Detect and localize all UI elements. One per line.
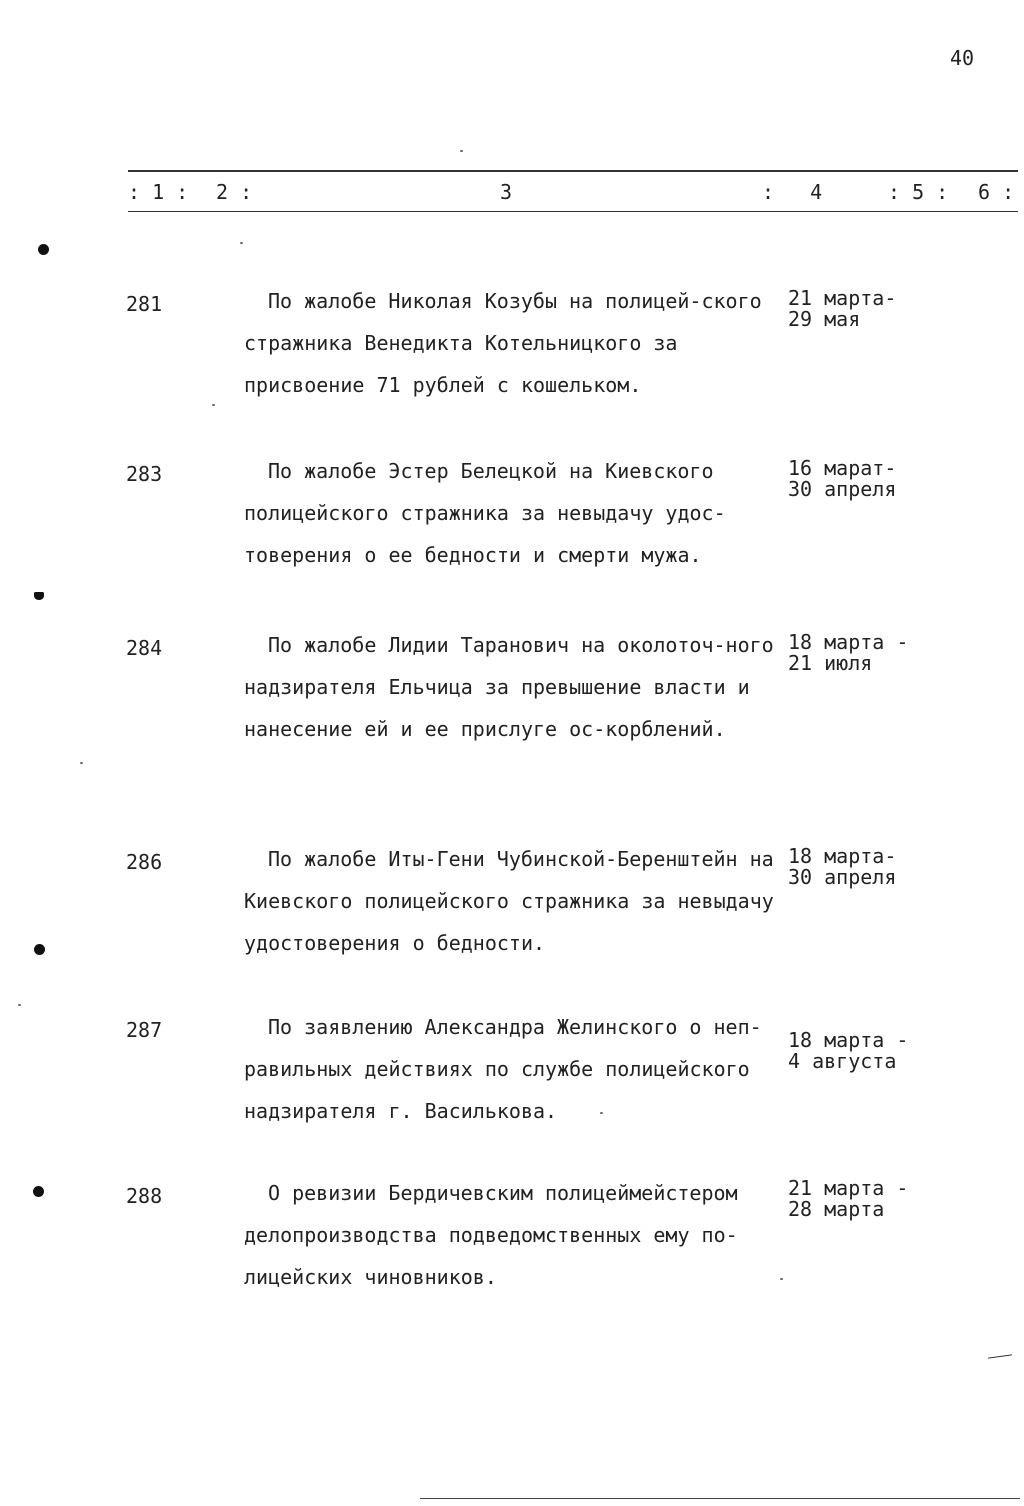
entry-description: По заявлению Александра Желинского о неп-равильных действиях по службе полицейского надзирателя г. Василькова.: [244, 1015, 762, 1123]
entry-number: 284: [126, 636, 163, 660]
scan-speck: [600, 1112, 603, 1114]
page-number: 40: [950, 46, 975, 70]
entry-date-start: 21 марта-: [788, 286, 897, 310]
entry-description: По жалобе Эстер Белецкой на Киевского полицейского стражника за невыдачу удос-товерения о ее бедности и смерти мужа.: [244, 459, 726, 567]
entry-dates: [788, 1178, 908, 1220]
entry-number: 287: [126, 1018, 163, 1042]
entry-date-end: 28 марта: [788, 1197, 885, 1221]
scan-speck: [460, 150, 463, 152]
entry-dates: [788, 288, 896, 330]
entry-date-end: 4 августа: [788, 1049, 897, 1073]
table-header-top-rule: [128, 170, 1018, 172]
entry-dates: [788, 846, 896, 888]
entry-date-start: 18 марта -: [788, 1028, 909, 1052]
entry-number: 281: [126, 292, 163, 316]
binder-hole-mark: [38, 244, 49, 255]
entry-date-end: 21 июля: [788, 651, 873, 675]
scan-speck: [212, 404, 215, 406]
column-header-4: : 4: [762, 180, 823, 204]
column-header-6: 6 :: [978, 180, 1015, 204]
entry-number: 283: [126, 462, 163, 486]
binder-hole-mark: [33, 1186, 44, 1197]
column-header-3: 3: [500, 180, 513, 204]
scan-speck: [240, 242, 243, 244]
scan-speck: [80, 762, 83, 764]
entry-description: О ревизии Бердичевским полицеймейстером делопроизводства подведомственных ему по-лицейских чиновников.: [244, 1181, 738, 1289]
entry-date-end: 29 мая: [788, 307, 861, 331]
entry-dates: [788, 458, 896, 500]
entry-date-start: 16 марат-: [788, 456, 897, 480]
entry-description: По жалобе Николая Козубы на полицей-ского стражника Венедикта Котельницкого за присвоение 71 рублей с кошельком.: [244, 289, 762, 397]
scan-speck: [780, 1278, 783, 1280]
entry-date-start: 21 марта -: [788, 1176, 909, 1200]
pencil-mark: [988, 1354, 1012, 1358]
scan-speck: [18, 1004, 21, 1006]
entry-dates: [788, 632, 908, 674]
entry-description: По жалобе Иты-Гени Чубинской-Беренштейн на Киевского полицейского стражника за невыдачу удостоверения о бедности.: [244, 847, 774, 955]
table-column-header: [128, 180, 1020, 208]
entry-description: По жалобе Лидии Таранович на околоточ-ного надзирателя Ельчица за превышение власти и нанесение ей и ее прислуге ос-корблений.: [244, 633, 774, 741]
entry-date-start: 18 марта -: [788, 630, 909, 654]
entry-date-start: 18 марта-: [788, 844, 897, 868]
binder-hole-mark: [34, 592, 44, 600]
bottom-edge-line: [420, 1498, 1020, 1499]
entry-date-end: 30 апреля: [788, 865, 897, 889]
table-header-bottom-rule: [128, 211, 1018, 212]
entry-date-end: 30 апреля: [788, 477, 897, 501]
entry-number: 286: [126, 850, 163, 874]
binder-hole-mark: [34, 944, 45, 955]
column-header-2: 2 :: [216, 180, 253, 204]
column-header-5: : 5 :: [888, 180, 949, 204]
entry-number: 288: [126, 1184, 163, 1208]
column-header-1: : 1 :: [128, 180, 189, 204]
entry-dates: [788, 1030, 908, 1072]
